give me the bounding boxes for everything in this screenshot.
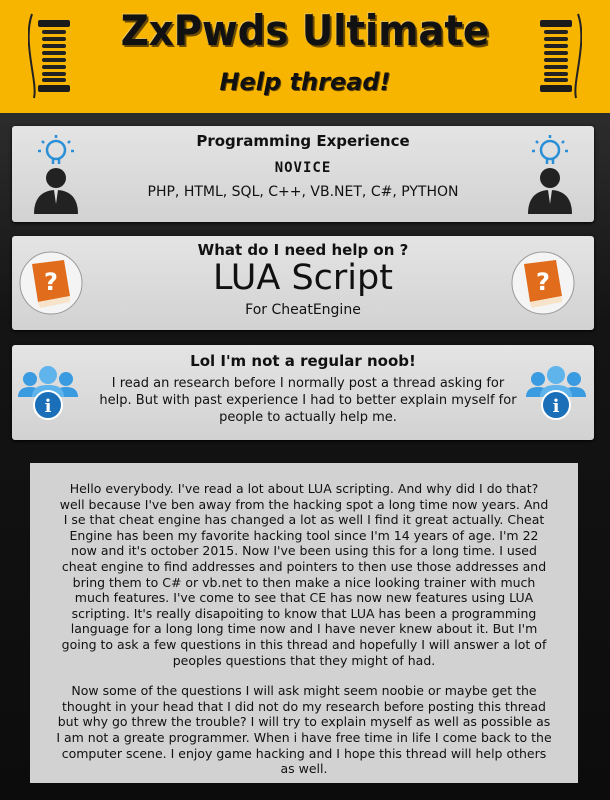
experience-level: NOVICE — [274, 160, 332, 176]
not-a-noob-card — [12, 345, 594, 440]
programming-experience-card — [12, 126, 594, 222]
help-topic: LUA Script — [213, 258, 393, 298]
svg-text:i: i — [552, 396, 560, 417]
thread-body — [30, 463, 578, 783]
svg-text:i: i — [44, 396, 52, 417]
header-banner — [0, 0, 610, 113]
help-topic-card — [12, 236, 594, 330]
language-list: PHP, HTML, SQL, C++, VB.NET, C#, PYTHON — [147, 184, 459, 200]
page-subtitle: Help thread! — [219, 68, 391, 96]
idea-person-icon — [520, 134, 580, 214]
user-info-icon — [16, 363, 80, 423]
help-subtopic: For CheatEngine — [245, 302, 361, 318]
page-title: ZxPwds Ultimate — [120, 6, 490, 55]
body-paragraph: Now some of the questions I will ask might seem noobie or maybe get the thought in your head that I did not do my research before posting this thread but why go threw the trouble? I will try to explain myself as well as possible as I am not a greate programmer. When i have free time in life I come back to the computer scene. I enjoy game hacking and I hope this thread will help others as well. — [56, 683, 552, 777]
section-heading: Programming Experience — [196, 132, 410, 150]
svg-text:?: ? — [44, 268, 58, 296]
thread-spool-icon — [536, 12, 582, 100]
svg-text:?: ? — [536, 268, 550, 296]
user-info-icon — [524, 363, 588, 423]
help-book-icon — [510, 250, 576, 316]
section-text: I read an research before I normally post a thread asking for help. But with past experience I had to better explain myself for people to actually help me. — [99, 376, 517, 425]
section-heading: Lol I'm not a regular noob! — [190, 352, 416, 370]
section-heading: What do I need help on ? — [197, 241, 409, 259]
body-paragraph: Hello everybody. I've read a lot about LUA scripting. And why did I do that? well because I've ben away from the hacking spot a long time now years. And I se that cheat engine has changed a lot as well I find it great actually. Cheat Engine has been my favorite hacking tool since I'm 14 years of age. I'm 22 now and it's october 2015. Now I've been using this for a long time. I used cheat engine to find addresses and pointers to then use those addresses and bring them to C# or vb.net to then make a nice looking trainer with much much features. I've come to see that CE has now new features using LUA scripting. It's really disapoiting to know that LUA has been a programming language for a long long time now and I have never knew about it. But I'm going to ask a few questions in this thread and hopefully I will answer a lot of peoples questions that they might of had. — [59, 481, 549, 668]
